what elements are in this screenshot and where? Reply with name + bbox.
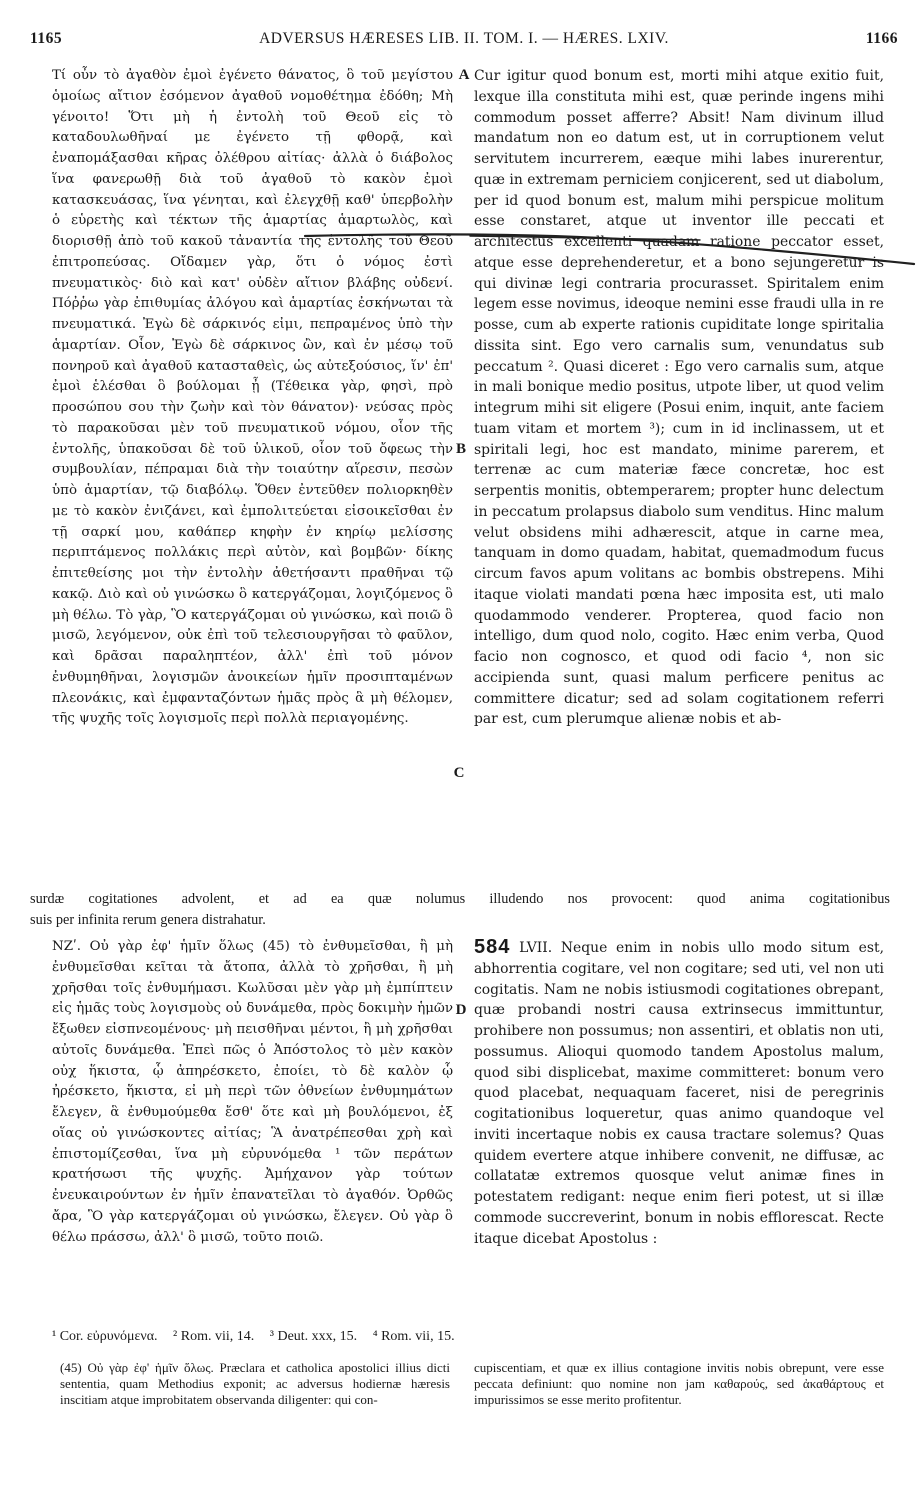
section-number: 584 (474, 936, 511, 958)
margin-marker-d: D (455, 1002, 467, 1018)
footnote-1: ¹ Cor. εὐρυνόμενα. (52, 1329, 158, 1344)
page-number-left: 1165 (30, 30, 63, 47)
latin-full-width-line-2: suis per infinita rerum genera distrahatur. (30, 912, 266, 928)
editor-note-left: (45) Οὐ γὰρ ἐφ' ἡμῖν ὅλως. Præclara et catholica apostolici illius dicti sententia, quam Methodius exponit; ac adversus hodiernæ hæresis inscitiam atque improbitatem observanda diligenter: qui con- (60, 1360, 450, 1407)
editor-note-right: cupiscentiam, et quæ ex illius contagione invitis nobis obrepunt, vere esse peccata definiunt: quo nomine non jam καθαρούς, sed ἀκαθάρτους et impurissimos se esse merito profitentur. (474, 1360, 884, 1407)
greek-text-bottom: ΝΖʹ. Οὐ γὰρ ἐφ' ἡμῖν ὅλως (45) τὸ ἐνθυμεῖσθαι, ἢ μὴ ἐνθυμεῖσθαι κεῖται τὰ ἄτοπα, ἀλλὰ τὸ χρῆσθαι, ἢ μὴ χρῆσθαι τοῖς ἐνθυμήμασι. Κωλῦσαι μὲν γὰρ μὴ ἐμπίπτειν εἰς ἡμᾶς τοὺς λογισμοὺς οὐ δυνάμεθα, πρὸς δοκιμὴν ἡμῶν ἔξωθεν εἰσπνεομένους· μὴ πεισθῆναι μέντοι, ἢ μὴ χρῆσθαι αὐτοῖς δυνάμεθα. Ἐπεὶ πῶς ὁ Ἀπόστολος τὸ μὲν κακὸν οὐχ ἥκιστα, ᾧ ἀπηρέσκετο, ἐποίει, τὸ δὲ καλὸν ᾧ ἠρέσκετο, ἥκιστα, εἰ μὴ περὶ τῶν ὀθνείων ἐνθυμημάτων ἔλεγεν, ἃ ἐνθυμούμεθα ἔσθ' ὅτε καὶ μὴ βουλόμενοι, ἐξ οἵας οὐ γινώσκοντες αἰτίας; Ἃ ἀνατρέπεσθαι χρὴ καὶ ἐπιστομίζεσθαι, ἵνα μὴ εὐρυνόμεθα ¹ τῶν περάτων κρατήσωσι τῆς ψυχῆς. Ἀμήχανον γὰρ τούτων ἐνευκαιρούντων ἐν ἡμῖν ἐπανατεῖλαι τὸ ἀγαθόν. Ὀρθῶς ἄρα, Ὃ γὰρ κατεργάζομαι οὐ γινώσκω, ἔλεγεν. Οὐ γὰρ ὃ θέλω πράσσω, ἀλλ' ὃ μισῶ, τοῦτο ποιῶ. (52, 939, 453, 1245)
greek-text-top: Τί οὖν τὸ ἀγαθὸν ἐμοὶ ἐγένετο θάνατος, ὃ τοῦ μεγίστου ὁμοίως αἴτιον ἐσόμενον ἀγαθοῦ νομοθέτημα ἐδόθη; Μὴ γένοιτο! Ὅτι μὴ ἡ ἐντολὴ τοῦ Θεοῦ εἰς τὸ καταδουλωθῆναί με ἐγένετο τῇ φθορᾷ, καὶ ἐναπομάξασθαι κῆρας ὀλέθρου αἰτίας· ἀλλὰ ὁ διάβολος ἵνα φανερωθῇ διὰ τοῦ ἀγαθοῦ τὸ κακὸν ἐμοὶ κατασκευάσας, ἵνα γένηται, καὶ ἐλεγχθῇ καθ' ὑπερβολὴν ὁ εὑρετὴς καὶ τέκτων τῆς ἁμαρτίας ἁμαρτωλὸς, καὶ διορισθῇ ἀπὸ τοῦ κακοῦ τἀναντία τῆς ἐντολῆς τοῦ Θεοῦ ἐπιτροπεύσας. Οἴδαμεν γὰρ, ὅτι ὁ νόμος ἐστὶ πνευματικὸς· διὸ καὶ κατ' οὐδὲν αἴτιον βλάβης οὐδενί. Πόῤῥω γὰρ ἐπιθυμίας ἀλόγου καὶ ἁμαρτίας ἐσκήνωται τὰ πνευματικά. Ἐγὼ δὲ σάρκινός εἰμι, πεπραμένος ὑπὸ τὴν ἁμαρτίαν. Οἷον, Ἐγὼ δὲ σάρκινος ὢν, καὶ ἐν μέσῳ τοῦ πονηροῦ καὶ ἀγαθοῦ κατασταθεὶς, ὡς αὐτεξούσιος, ἵν' ἐπ' ἐμοὶ ἑλέσθαι ὃ βούλομαι ᾖ (Τέθεικα γὰρ, φησὶ, πρὸ προσώπου σου τὴν ζωὴν καὶ τὸν θάνατον)· νεύσας πρὸς τὸ παρακοῦσαι μὲν τοῦ πνευματικοῦ νόμου, οἷον τῆς ἐντολῆς, ὑπακοῦσαι δὲ τοῦ ὑλικοῦ, οἷον τοῦ ὄφεως τὴν συμβουλίαν, πέπραμαι διὰ τὴν τοιαύτην αἵρεσιν, πεσὼν ὑπὸ ἁμαρτίαν, τῷ διαβόλῳ. Ὅθεν ἐντεῦθεν πολιορκηθὲν με τὸ κακὸν ἐνιζάνει, καὶ ἐμπολιτεύεται εἰσοικεῖσθαι ἐν τῇ σαρκί μου, καθάπερ κηφὴν ἐν κηρίῳ μελίσσης περιπτάμενος πολλάκις περὶ αὐτὸν, καὶ βομβῶν· δίκης ἐπιτεθείσης μοι τὴν ἐντολὴν ἀθετήσαντι πραθῆναι τῷ κακῷ. Διὸ καὶ οὐ γινώσκω ὃ κατεργάζομαι, λογιζόμενος ὃ μὴ θέλω. Τὸ γὰρ, Ὃ κατεργάζομαι οὐ γινώσκω, καὶ ποιῶ ὃ μισῶ, λεγόμενον, οὐκ ἐπὶ τοῦ τελεσιουργῆσαι τὸ φαῦλον, καὶ δρᾶσαι παραληπτέον, ἀλλ' ἐπὶ τοῦ μόνον ἐνθυμηθῆναι, λογισμῶν ἀνοικείων ἡμῖν προσιπταμένων πλεονάκις, καὶ ἐμφανταζόντων ἡμᾶς πρὸς ἃ μὴ θέλομεν, τῆς ψυχῆς τοῖς λογισμοῖς περὶ πολλὰ περιαγομένης. (52, 68, 453, 727)
latin-text-bottom: LVII. Neque enim in nobis ullo modo situm est, abhorrentia cogitare, vel non cogitare; sed uti, vel non uti cogitatis. Nam ne nobis istiusmodi cogitationes obrepant, quæ probandi nostri causa extrinsecus immittuntur, prohibere non possumus; non assentiri, et oblatis non uti, possumus. Alioqui quomodo tandem Apostolus malum, quod sibi displicebat, maxime committeret: bonum vero quod placebat, nequaquam faceret, nisi de peregrinis cogitationibus loqueretur, quas animo quandoque vel inviti incertaque nobis ex causa tractare solemus? Quas quidem evertere atque inhibere convenit, ne diffusæ, ac collatatæ extremos quosque velut animæ fines in potestatem redigant: neque enim fieri potest, ut si illæ commode succreverint, bonum in nobis efflorescat. Recte itaque dicebat Apostolus : (474, 940, 885, 1247)
running-title: ADVERSUS HÆRESES LIB. II. TOM. I. — HÆRES. LXIV. (259, 30, 669, 47)
footnote-3: ³ Deut. xxx, 15. (269, 1329, 358, 1344)
greek-column-bottom (52, 937, 453, 1248)
latin-paragraph-bottom (474, 937, 884, 1249)
pen-strike-mark (0, 0, 920, 300)
margin-marker-a: A (458, 67, 470, 83)
footnote-references (52, 1329, 672, 1345)
latin-text-top: Cur igitur quod bonum est, morti mihi atque exitio fuit, lexque illa constituta mihi est, quæ perinde ingens mihi commodum posset afferre? Absit! Nam divinum illud mandatum non eo datum est, ut in corruptionem velut servitutem incurrerem, eæque mihi labes inurerentur, quæ in extremam perniciem conjicerent, sed ut diabolum, per id quod bonum est, malum mihi perspicue molitum esse constaret, atque ut inventor ille peccati et architectus excellenti quadam ratione peccator esset, atque esse deprehenderetur, et a bono sejungeretur is qui divinæ legi contraria procurasset. Spiritalem enim legem esse novimus, ideoque nemini esse fraudi ulla in re posse, cum ab experte rationis cupiditate longe spiritalia dissita sint. Ego vero carnalis sum, venundatus sub peccatum ². Quasi diceret : Ego vero carnalis sum, atque in mali bonique medio positus, utpote liber, ut quod velim integrum mihi sit eligere (Posui enim, inquit, ante faciem tuam vitam et mortem ³); cum in id inclinassem, ut et spiritali legi, hoc est mandato, minime parerem, et terrenæ ac cum materiæ fæce concretæ, hoc est serpentis monitis, obtemperarem; propter hunc delectum in peccatum prolapsus diabolo sum venditus. Hinc malum velut obsidens mihi adhærescit, atque in carne mea, tanquam in domo quadam, habitat, quemadmodum fucus circum favos apum volitans ac bombis obstrepens. Mihi itaque violati mandati pœna hæc imposita est, uti malo quodammodo venderer. Propterea, quod facio non intelligo, dum quod nolo, cogito. Hæc enim verba, Quod facio non cognosco, et quod odi facio ⁴, non sic accipienda sunt, quasi malum perficere penitus ac committere dicatur; sed ad solam cogitationem referri par est, cum plerumque alienæ nobis et ab- (474, 68, 884, 728)
latin-column-bottom (474, 937, 884, 1249)
margin-marker-c: C (453, 765, 465, 781)
page-number-right: 1166 (865, 30, 898, 47)
latin-full-width-line-1: surdæ cogitationes advolent, et ad ea quæ nolumus illudendo nos provocent: quod anima cogitationibus (30, 891, 890, 907)
footnote-2: ² Rom. vii, 14. (173, 1329, 255, 1344)
margin-marker-b: B (455, 441, 466, 457)
footnote-4: ⁴ Rom. vii, 15. (372, 1329, 455, 1344)
